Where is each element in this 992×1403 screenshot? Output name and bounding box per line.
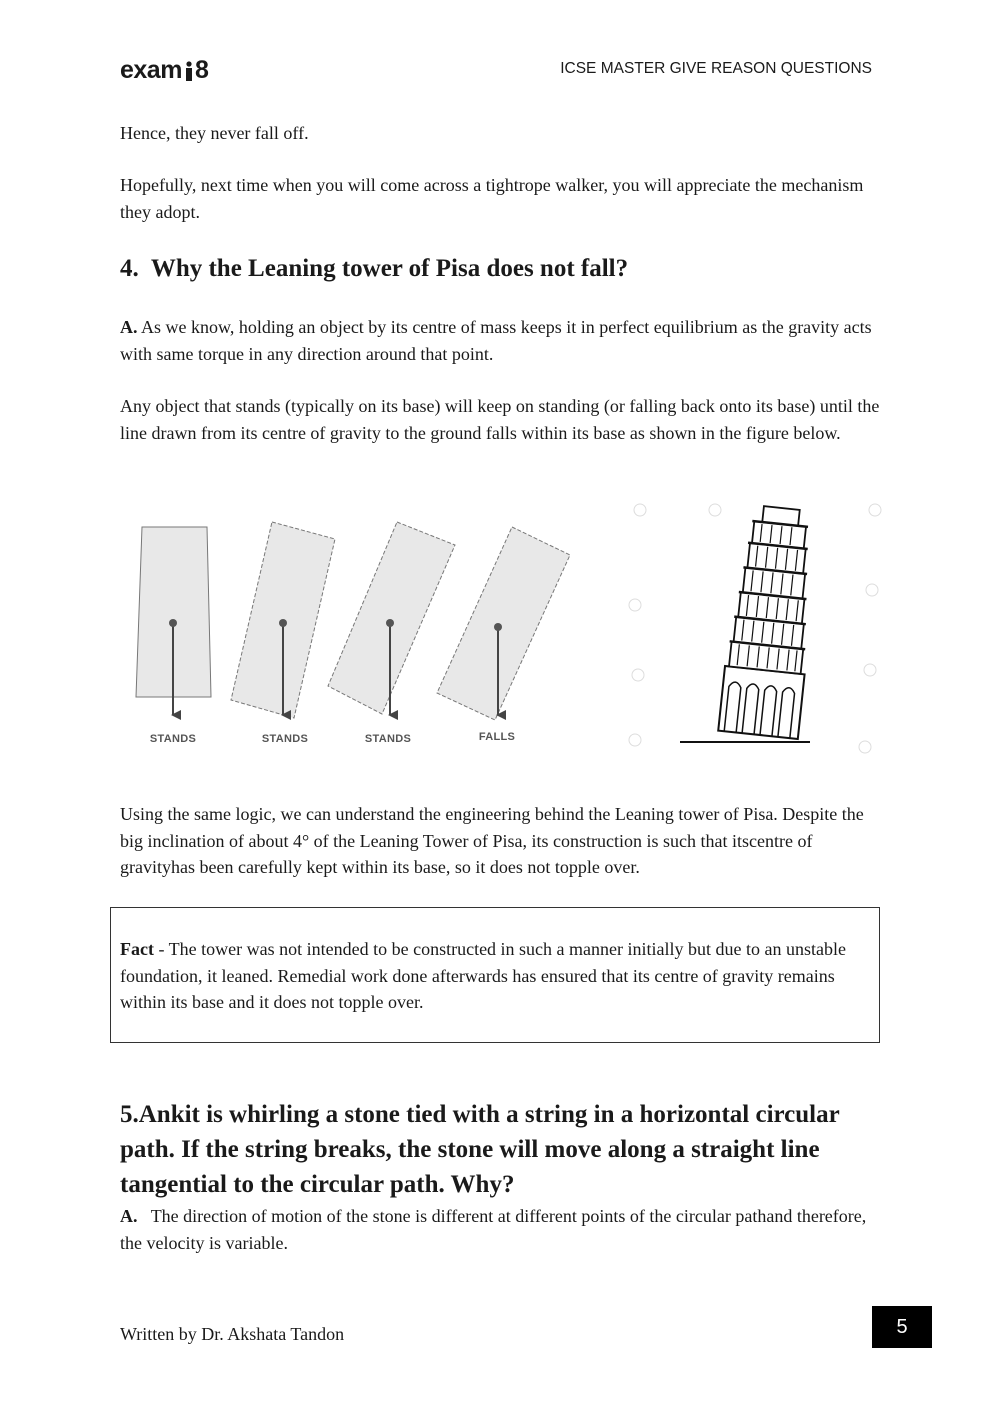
figure-label-1: STANDS	[149, 733, 197, 745]
leaning-tower-of-pisa-illustration	[610, 495, 895, 765]
footer-author: Written by Dr. Akshata Tandon	[120, 1324, 345, 1344]
q5-question: Ankit is whirling a stone tied with a string in a horizontal circular path. If the string breaks, the stone will move along a straight line tangential to the circular path. Why?	[120, 1101, 840, 1198]
logo-digit: 8	[194, 56, 209, 84]
block-falling	[437, 527, 570, 720]
logo-text-exam: exam	[120, 56, 182, 84]
q4-answer-p1	[120, 314, 880, 367]
fact-label: Fact	[120, 939, 154, 959]
q4-question: Why the Leaning tower of Pisa does not fall?	[150, 255, 629, 282]
center-of-gravity-3	[386, 619, 394, 627]
intro-line-1: Hence, they never fall off.	[120, 123, 309, 143]
tower-body	[718, 504, 821, 739]
fact-text-block	[120, 936, 868, 1016]
center-of-gravity-2	[279, 619, 287, 627]
q5-heading	[120, 1097, 880, 1202]
figure-label-4: FALLS	[478, 731, 516, 743]
intro-line-2: Hopefully, next time when you will come across a tightrope walker, you will appreciate the mechanism they adopt.	[120, 175, 864, 222]
header-title: ICSE MASTER GIVE REASON QUESTIONS	[560, 60, 872, 77]
figure-label-2: STANDS	[261, 733, 309, 745]
q4-answer-p3: Using the same logic, we can understand the engineering behind the Leaning tower of Pisa. Despite the big inclination of about 4° of the Leaning Tower of Pisa, its construction is such that itscentre of gravityhas been carefully kept within its base, so it does not topple over.	[120, 804, 864, 877]
q5-answer	[120, 1203, 880, 1256]
q5-answer-text: The direction of motion of the stone is different at different points of the circular pathand therefore, the velocity is variable.	[120, 1206, 867, 1253]
q4-answer-p2: Any object that stands (typically on its base) will keep on standing (or falling back onto its base) until the line drawn from its centre of gravity to the ground falls within its base as shown in the figure below.	[120, 396, 880, 443]
exam18-logo	[120, 56, 208, 85]
center-of-gravity-4	[494, 623, 502, 631]
q4-answer-label: A.	[120, 317, 138, 337]
q4-heading	[120, 251, 880, 286]
center-of-gravity-figure	[125, 515, 585, 755]
q5-number: 5.	[120, 1101, 139, 1128]
fact-text: - The tower was not intended to be constructed in such a manner initially but due to an unstable foundation, it leaned. Remedial work done afterwards has ensured that its centre of gravity remains within its base and it does not topple over.	[120, 939, 846, 1012]
page-number-box	[872, 1306, 932, 1348]
block-medium-tilt	[328, 522, 455, 714]
center-of-gravity-1	[169, 619, 177, 627]
q4-answer-p1-text: As we know, holding an object by its centre of mass keeps it in perfect equilibrium as the gravity acts with same torque in any direction around that point.	[120, 317, 872, 364]
figure-label-3: STANDS	[364, 733, 412, 745]
q5-answer-label: A.	[120, 1206, 138, 1226]
page-number: 5	[896, 1315, 908, 1338]
q4-number: 4.	[120, 255, 139, 282]
logo-person-icon	[184, 61, 194, 81]
